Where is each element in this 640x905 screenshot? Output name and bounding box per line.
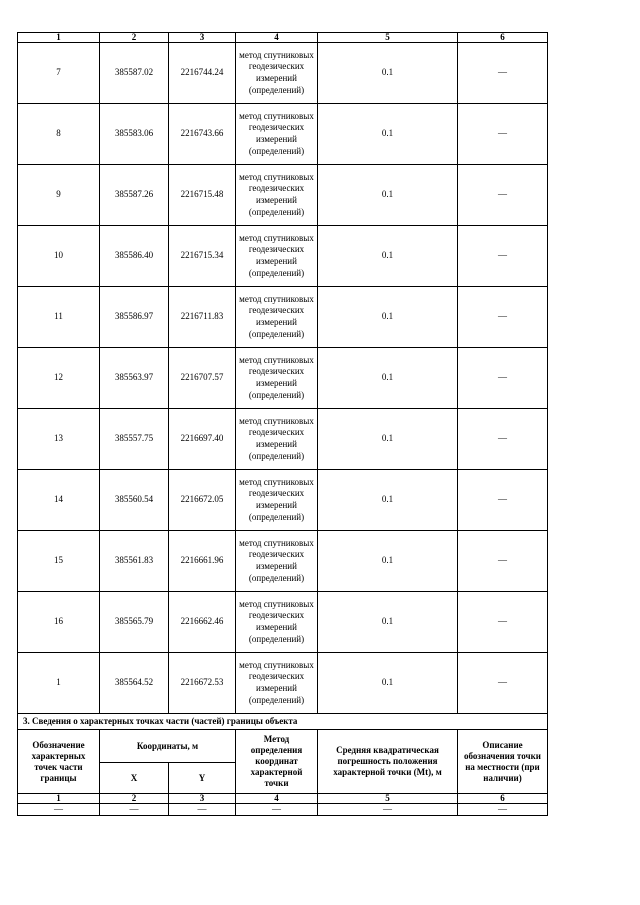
table-row xyxy=(18,287,548,348)
table-row xyxy=(18,592,548,653)
description-cell: — xyxy=(458,287,548,348)
y-coordinate-cell: 2216711.83 xyxy=(169,287,236,348)
x-coordinate-cell: 385583.06 xyxy=(100,104,169,165)
section-3-column-number-row xyxy=(18,794,548,804)
accuracy-cell: 0.1 xyxy=(318,226,458,287)
accuracy-cell: 0.1 xyxy=(318,470,458,531)
table-row xyxy=(18,43,548,104)
point-cell: 15 xyxy=(18,531,100,592)
table-row xyxy=(18,531,548,592)
accuracy-cell: 0.1 xyxy=(318,348,458,409)
header-coordinates: Координаты, м xyxy=(100,730,236,763)
accuracy-cell: 0.1 xyxy=(318,409,458,470)
point-cell: 14 xyxy=(18,470,100,531)
column-number: 1 xyxy=(18,33,100,43)
x-coordinate-cell: 385587.26 xyxy=(100,165,169,226)
method-cell: метод спутниковых геодезических измерений (определений) xyxy=(236,592,318,653)
header-accuracy: Средняя квадратическая погрешность положения характерной точки (Mt), м xyxy=(318,730,458,794)
empty-cell: — xyxy=(18,804,100,816)
header-point: Обозначение характерных точек части границы xyxy=(18,730,100,794)
column-number: 5 xyxy=(318,33,458,43)
y-coordinate-cell: 2216707.57 xyxy=(169,348,236,409)
method-cell: метод спутниковых геодезических измерений (определений) xyxy=(236,226,318,287)
column-number: 3 xyxy=(169,33,236,43)
document-sheet xyxy=(17,32,547,816)
header-x: X xyxy=(100,763,169,794)
description-cell: — xyxy=(458,226,548,287)
column-number: 1 xyxy=(18,794,100,804)
description-cell: — xyxy=(458,531,548,592)
method-cell: метод спутниковых геодезических измерений (определений) xyxy=(236,348,318,409)
accuracy-cell: 0.1 xyxy=(318,165,458,226)
accuracy-cell: 0.1 xyxy=(318,653,458,714)
x-coordinate-cell: 385557.75 xyxy=(100,409,169,470)
column-number: 4 xyxy=(236,33,318,43)
method-cell: метод спутниковых геодезических измерений (определений) xyxy=(236,43,318,104)
column-number: 2 xyxy=(100,33,169,43)
y-coordinate-cell: 2216672.05 xyxy=(169,470,236,531)
empty-cell: — xyxy=(169,804,236,816)
table-row xyxy=(18,226,548,287)
table-row xyxy=(18,653,548,714)
point-cell: 8 xyxy=(18,104,100,165)
y-coordinate-cell: 2216715.48 xyxy=(169,165,236,226)
section-3-title: 3. Сведения о характерных точках части (частей) границы объекта xyxy=(18,714,548,730)
y-coordinate-cell: 2216661.96 xyxy=(169,531,236,592)
column-number: 6 xyxy=(458,33,548,43)
accuracy-cell: 0.1 xyxy=(318,531,458,592)
point-cell: 1 xyxy=(18,653,100,714)
description-cell: — xyxy=(458,43,548,104)
accuracy-cell: 0.1 xyxy=(318,592,458,653)
point-cell: 10 xyxy=(18,226,100,287)
description-cell: — xyxy=(458,653,548,714)
empty-cell: — xyxy=(100,804,169,816)
y-coordinate-cell: 2216744.24 xyxy=(169,43,236,104)
x-coordinate-cell: 385586.97 xyxy=(100,287,169,348)
table-row xyxy=(18,409,548,470)
method-cell: метод спутниковых геодезических измерений (определений) xyxy=(236,165,318,226)
description-cell: — xyxy=(458,409,548,470)
description-cell: — xyxy=(458,348,548,409)
column-number: 5 xyxy=(318,794,458,804)
description-cell: — xyxy=(458,592,548,653)
empty-cell: — xyxy=(458,804,548,816)
method-cell: метод спутниковых геодезических измерений (определений) xyxy=(236,531,318,592)
x-coordinate-cell: 385561.83 xyxy=(100,531,169,592)
header-method: Метод определения координат характерной точки xyxy=(236,730,318,794)
point-cell: 13 xyxy=(18,409,100,470)
table-row xyxy=(18,165,548,226)
column-number: 2 xyxy=(100,794,169,804)
section-3-title-row xyxy=(18,714,548,730)
y-coordinate-cell: 2216743.66 xyxy=(169,104,236,165)
method-cell: метод спутниковых геодезических измерений (определений) xyxy=(236,287,318,348)
accuracy-cell: 0.1 xyxy=(318,287,458,348)
point-cell: 9 xyxy=(18,165,100,226)
method-cell: метод спутниковых геодезических измерений (определений) xyxy=(236,470,318,531)
method-cell: метод спутниковых геодезических измерений (определений) xyxy=(236,653,318,714)
section-3-header-row xyxy=(18,730,548,763)
method-cell: метод спутниковых геодезических измерений (определений) xyxy=(236,409,318,470)
description-cell: — xyxy=(458,165,548,226)
y-coordinate-cell: 2216697.40 xyxy=(169,409,236,470)
boundary-points-table xyxy=(17,32,548,816)
y-coordinate-cell: 2216672.53 xyxy=(169,653,236,714)
empty-cell: — xyxy=(236,804,318,816)
table-row xyxy=(18,470,548,531)
x-coordinate-cell: 385560.54 xyxy=(100,470,169,531)
method-cell: метод спутниковых геодезических измерений (определений) xyxy=(236,104,318,165)
description-cell: — xyxy=(458,470,548,531)
section-3-empty-row xyxy=(18,804,548,816)
table-row xyxy=(18,348,548,409)
accuracy-cell: 0.1 xyxy=(318,104,458,165)
x-coordinate-cell: 385563.97 xyxy=(100,348,169,409)
column-number-row xyxy=(18,33,548,43)
header-description: Описание обозначения точки на местности (при наличии) xyxy=(458,730,548,794)
header-y: Y xyxy=(169,763,236,794)
point-cell: 7 xyxy=(18,43,100,104)
column-number: 6 xyxy=(458,794,548,804)
y-coordinate-cell: 2216662.46 xyxy=(169,592,236,653)
description-cell: — xyxy=(458,104,548,165)
accuracy-cell: 0.1 xyxy=(318,43,458,104)
column-number: 3 xyxy=(169,794,236,804)
point-cell: 11 xyxy=(18,287,100,348)
point-cell: 12 xyxy=(18,348,100,409)
x-coordinate-cell: 385565.79 xyxy=(100,592,169,653)
x-coordinate-cell: 385564.52 xyxy=(100,653,169,714)
table-row xyxy=(18,104,548,165)
x-coordinate-cell: 385586.40 xyxy=(100,226,169,287)
column-number: 4 xyxy=(236,794,318,804)
x-coordinate-cell: 385587.02 xyxy=(100,43,169,104)
empty-cell: — xyxy=(318,804,458,816)
point-cell: 16 xyxy=(18,592,100,653)
y-coordinate-cell: 2216715.34 xyxy=(169,226,236,287)
